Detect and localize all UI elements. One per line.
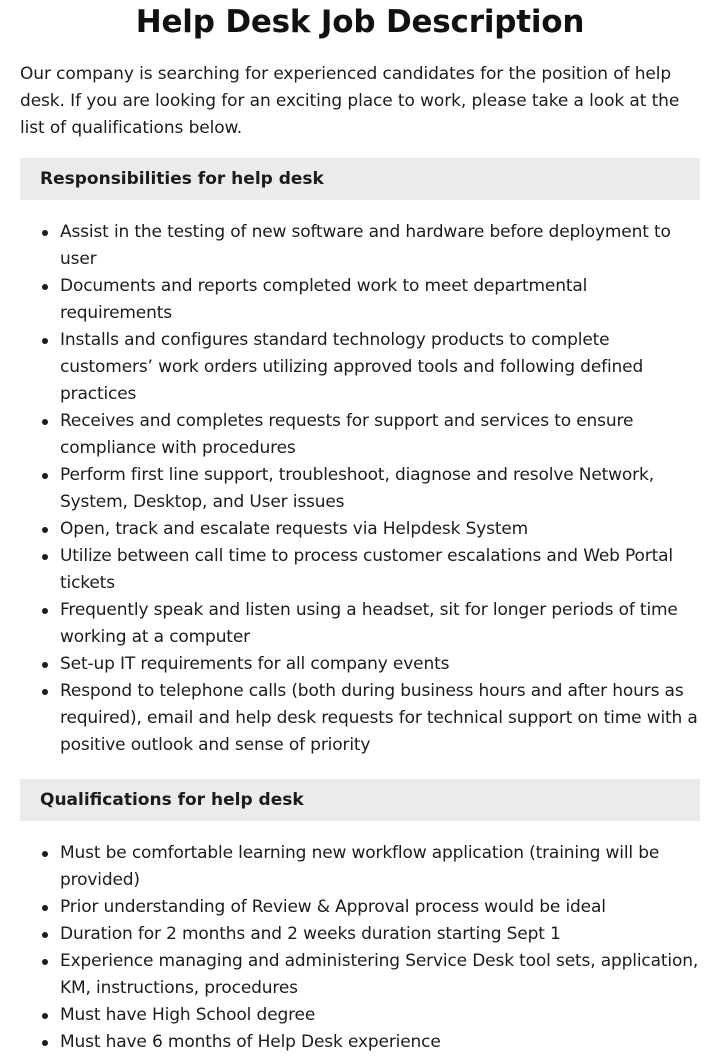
bullet-icon — [42, 527, 48, 533]
bullet-icon — [42, 554, 48, 560]
qualification-item — [20, 894, 700, 921]
qualifications-heading: Qualifications for help desk — [20, 779, 700, 821]
qualification-text: Must be comfortable learning new workflow application (training will be provided) — [60, 843, 660, 890]
intro-paragraph: Our company is searching for experienced candidates for the position of help desk. If you are looking for an exciting place to work, please take a look at the list of qualifications below. — [20, 64, 680, 138]
bullet-icon — [42, 689, 48, 695]
responsibility-text: Respond to telephone calls (both during business hours and after hours as required), email and help desk requests for technical support on time with a positive outlook and sense of priority — [60, 681, 698, 755]
bullet-icon — [42, 851, 48, 857]
responsibility-item — [20, 462, 700, 516]
bullet-icon — [42, 473, 48, 479]
responsibility-item — [20, 408, 700, 462]
bullet-icon — [42, 419, 48, 425]
responsibility-item — [20, 219, 700, 273]
qualification-text: Duration for 2 months and 2 weeks duration starting Sept 1 — [60, 924, 561, 944]
responsibility-text: Documents and reports completed work to meet departmental requirements — [60, 276, 588, 323]
bullet-icon — [42, 905, 48, 911]
responsibility-item — [20, 543, 700, 597]
bullet-icon — [42, 230, 48, 236]
qualification-item — [20, 840, 700, 894]
responsibility-item — [20, 651, 700, 678]
bullet-icon — [42, 1040, 48, 1046]
qualification-text: Must have 6 months of Help Desk experience — [60, 1032, 441, 1052]
bullet-icon — [42, 662, 48, 668]
qualification-item — [20, 921, 700, 948]
responsibility-item — [20, 327, 700, 408]
responsibility-item — [20, 678, 700, 759]
responsibility-item — [20, 273, 700, 327]
qualification-item — [20, 1002, 700, 1029]
responsibility-text: Installs and configures standard technology products to complete customers’ work orders utilizing approved tools and following defined practices — [60, 330, 644, 404]
qualifications-list — [20, 840, 700, 1056]
bullet-icon — [42, 608, 48, 614]
responsibility-text: Assist in the testing of new software and hardware before deployment to user — [60, 222, 671, 269]
qualification-text: Experience managing and administering Service Desk tool sets, application, KM, instructions, procedures — [60, 951, 699, 998]
responsibility-text: Perform first line support, troubleshoot, diagnose and resolve Network, System, Desktop, and User issues — [60, 465, 654, 512]
bullet-icon — [42, 959, 48, 965]
bullet-icon — [42, 1013, 48, 1019]
responsibility-text: Set-up IT requirements for all company events — [60, 654, 450, 674]
responsibility-text: Frequently speak and listen using a headset, sit for longer periods of time working at a computer — [60, 600, 678, 647]
responsibility-item — [20, 516, 700, 543]
page-title: Help Desk Job Description — [135, 4, 585, 40]
responsibility-text: Open, track and escalate requests via Helpdesk System — [60, 519, 529, 539]
qualification-text: Must have High School degree — [60, 1005, 316, 1025]
responsibilities-heading: Responsibilities for help desk — [20, 158, 700, 200]
bullet-icon — [42, 338, 48, 344]
qualification-text: Prior understanding of Review & Approval process would be ideal — [60, 897, 606, 917]
bullet-icon — [42, 932, 48, 938]
responsibility-item — [20, 597, 700, 651]
responsibilities-list — [20, 219, 700, 759]
qualification-item — [20, 1029, 700, 1056]
responsibility-text: Receives and completes requests for support and services to ensure compliance with procedures — [60, 411, 634, 458]
bullet-icon — [42, 284, 48, 290]
responsibility-text: Utilize between call time to process customer escalations and Web Portal tickets — [60, 546, 674, 593]
qualification-item — [20, 948, 700, 1002]
